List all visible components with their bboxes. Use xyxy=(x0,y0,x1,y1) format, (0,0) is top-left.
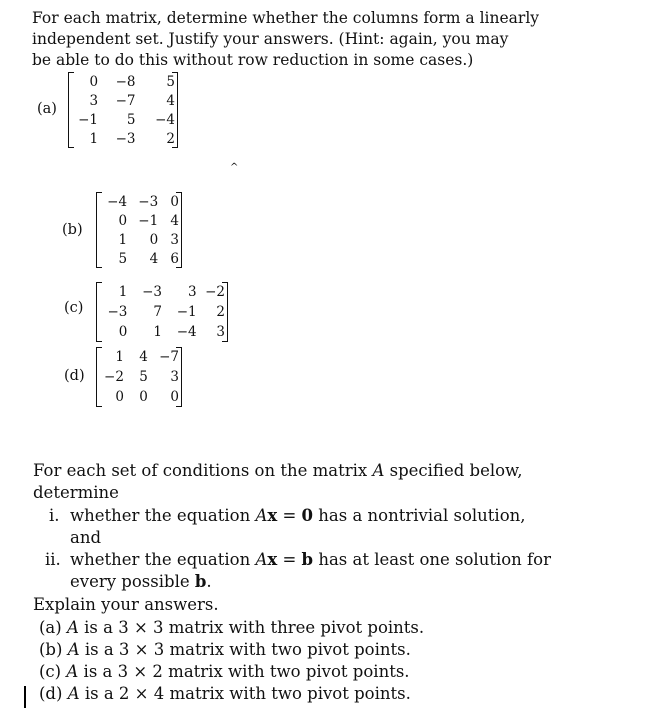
item-i-num: i. xyxy=(49,506,60,525)
problem1-line3: be able to do this without row reduction in some cases.) xyxy=(32,51,474,69)
stray-caret-mark: ^ xyxy=(230,162,239,173)
case-d: (d) A is a 2 × 4 matrix with two pivot points. xyxy=(39,684,411,703)
matrix-b-row: 1 0 3 xyxy=(118,231,179,248)
matrix-a-row: 3 −7 4 xyxy=(89,92,175,109)
matrix-d xyxy=(96,347,182,407)
item-ii-continuation: every possible b. xyxy=(70,572,212,591)
problem2-intro-line2: determine xyxy=(33,483,119,502)
matrix-c-label: (c) xyxy=(64,300,84,316)
matrix-d-label: (d) xyxy=(64,368,85,384)
matrix-a xyxy=(68,72,178,148)
matrix-a-row: −1 5 −4 xyxy=(78,111,175,128)
matrix-d-row: 1 4 −7 xyxy=(115,349,179,365)
item-i-continuation: and xyxy=(70,528,102,547)
case-b: (b) A is a 3 × 3 matrix with two pivot points. xyxy=(39,640,411,659)
matrix-d-row: −2 5 3 xyxy=(104,369,179,385)
matrix-b-label: (b) xyxy=(62,222,83,238)
problem2-intro-line1: For each set of conditions on the matrix A specified below, xyxy=(33,461,523,480)
matrix-b-row: −4 −3 0 xyxy=(107,193,179,210)
matrix-b-row: 0 −1 4 xyxy=(118,212,179,229)
problem1-line1: For each matrix, determine whether the columns form a linearly xyxy=(32,9,540,27)
matrix-c xyxy=(96,282,228,342)
matrix-d-row: 0 0 0 xyxy=(115,389,179,405)
matrix-a-label: (a) xyxy=(37,101,57,117)
matrix-c-row: 1 −3 3 −2 xyxy=(118,284,225,300)
matrix-a-row: 0 −8 5 xyxy=(89,73,175,90)
matrix-c-row: −3 7 −1 2 xyxy=(107,304,225,320)
case-a: (a) A is a 3 × 3 matrix with three pivot points. xyxy=(39,618,425,637)
case-c: (c) A is a 3 × 2 matrix with two pivot points. xyxy=(39,662,410,681)
matrix-c-row: 0 1 −4 3 xyxy=(118,324,225,340)
text-cursor xyxy=(24,686,26,708)
matrix-b-row: 5 4 6 xyxy=(118,250,179,267)
matrix-b xyxy=(96,192,182,268)
problem1-line2: independent set. Justify your answers. (Hint: again, you may xyxy=(32,30,509,48)
item-ii-text: whether the equation Ax = b has at least one solution for xyxy=(70,550,551,569)
matrix-a-row: 1 −3 2 xyxy=(89,130,175,147)
item-i-text: whether the equation Ax = 0 has a nontrivial solution, xyxy=(70,506,526,525)
explain-line: Explain your answers. xyxy=(33,595,219,614)
item-ii-num: ii. xyxy=(45,550,61,569)
